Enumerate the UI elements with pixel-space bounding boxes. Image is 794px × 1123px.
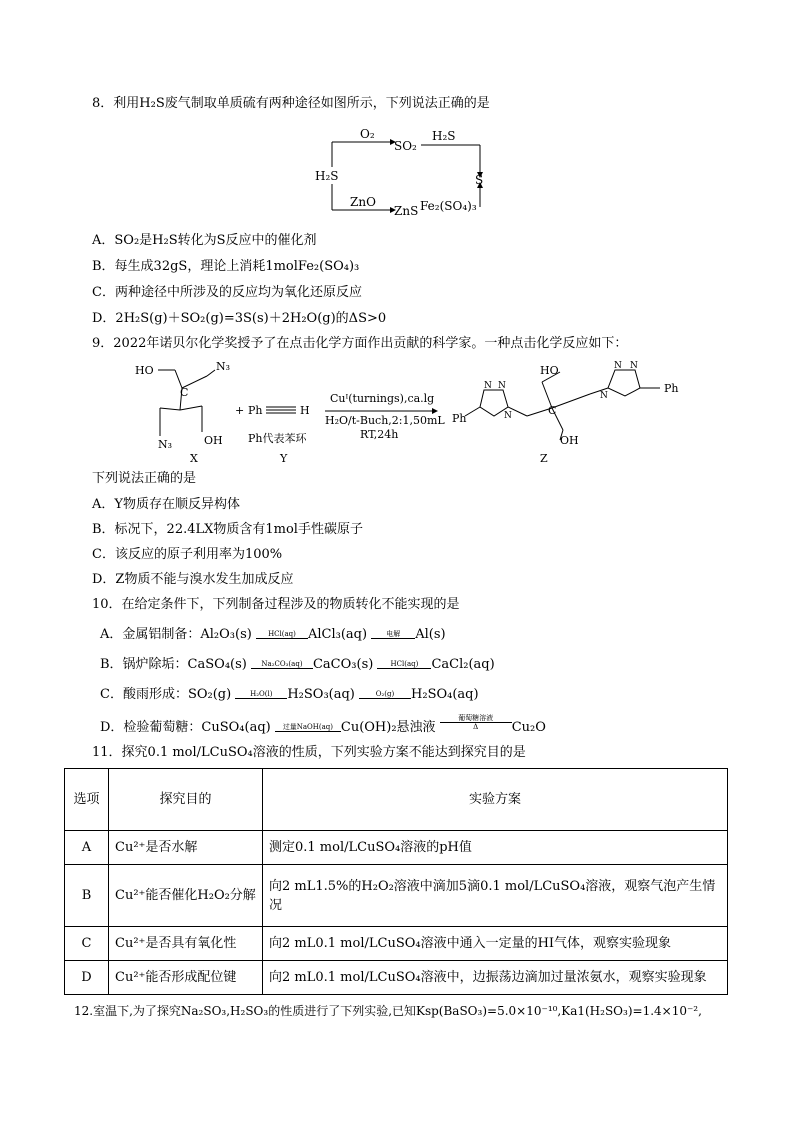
q12-stem: 12.室温下,为了探究Na₂SO₃,H₂SO₃的性质进行了下列实验,已知Ksp(BaSO₃)=5.0×10⁻¹⁰,Ka1(H₂SO₃)=1.4×10⁻², xyxy=(74,1004,702,1018)
q9-reaction-scheme xyxy=(120,358,700,468)
q10-d-pre: D．检验葡萄糖：CuSO₄(aq) xyxy=(100,720,271,735)
q10-d-cond2: 葡萄糖溶液 xyxy=(458,714,494,722)
z-ho: HO xyxy=(540,364,559,377)
z-n5: N xyxy=(630,361,638,371)
table-row xyxy=(65,961,728,995)
q8-pathway-diagram xyxy=(310,122,510,222)
z-n4: N xyxy=(614,361,622,371)
q8-option-c: C．两种途径中所涉及的反应均为氧化还原反应 xyxy=(92,285,362,300)
q10-c-pre: C．酸雨形成：SO₂(g) xyxy=(100,687,232,702)
y-ph: Ph xyxy=(248,404,263,417)
z-ph-right: Ph xyxy=(664,382,679,395)
q8-option-a: A．SO₂是H₂S转化为S反应中的催化剂 xyxy=(92,233,317,248)
z-oh: OH xyxy=(560,434,579,447)
y-h: H xyxy=(300,404,310,417)
cond-3: RT,24h xyxy=(360,428,399,441)
q10-d-mid: Cu(OH)₂悬浊液 xyxy=(340,720,436,735)
row-c-plan: 向2 mL0.1 mol/LCuSO₄溶液中通入一定量的HI气体，观察实验现象 xyxy=(263,927,728,961)
x-n3-bottom: N₃ xyxy=(158,438,173,451)
q10-b-pre: B．锅炉除垢：CaSO₄(s) xyxy=(100,657,247,672)
q8-stem: 8．利用H₂S废气制取单质硫有两种途径如图所示，下列说法正确的是 xyxy=(92,96,490,111)
cond-2: H₂O/t-Buch,2:1,50mL xyxy=(325,414,445,427)
q10-b-mid: CaCO₃(s) xyxy=(312,657,374,672)
q10-c-end: H₂SO₄(aq) xyxy=(411,687,479,702)
q10-a-pre: A．金属铝制备：Al₂O₃(s) xyxy=(100,627,252,642)
q10-option-d xyxy=(100,716,546,737)
q10-option-c xyxy=(100,686,479,704)
q8-option-d: D．2H₂S(g)＋SO₂(g)=3S(s)＋2H₂O(g)的ΔS>0 xyxy=(92,311,387,326)
q10-d-end: Cu₂O xyxy=(511,720,546,735)
q10-a-cond2: 电解 xyxy=(386,630,401,638)
q10-a-end: Al(s) xyxy=(415,627,446,642)
row-a-option: A xyxy=(65,831,109,865)
header-option: 选项 xyxy=(65,769,109,831)
q8-h2s-top: H₂S xyxy=(432,129,456,143)
z-n3: N xyxy=(504,411,512,421)
table-header-row xyxy=(65,769,728,831)
z-label: Z xyxy=(540,452,548,465)
y-label: Y xyxy=(280,452,288,465)
q9-option-b: B．标况下，22.4LX物质含有1mol手性碳原子 xyxy=(92,522,363,537)
plus-sign: + xyxy=(235,404,245,417)
q10-b-cond1: Na₂CO₃(aq) xyxy=(261,660,303,668)
row-a-purpose: Cu²⁺是否水解 xyxy=(109,831,263,865)
z-ph-left: Ph xyxy=(452,412,467,425)
q9-sub: 下列说法正确的是 xyxy=(92,471,197,486)
table-row xyxy=(65,865,728,927)
q8-s: S xyxy=(475,173,484,187)
row-c-option: C xyxy=(65,927,109,961)
z-c: C xyxy=(548,404,557,417)
row-d-purpose: Cu²⁺能否形成配位键 xyxy=(109,961,263,995)
table-row xyxy=(65,831,728,865)
q10-option-a xyxy=(100,626,446,644)
q10-a-mid: AlCl₃(aq) xyxy=(307,627,368,642)
q10-c-cond1: H₂O(l) xyxy=(250,690,273,698)
table-row xyxy=(65,927,728,961)
q10-stem: 10．在给定条件下，下列制备过程涉及的物质转化不能实现的是 xyxy=(92,597,460,612)
q9-option-c: C．该反应的原子利用率为100% xyxy=(92,547,283,562)
header-plan: 实验方案 xyxy=(263,769,728,831)
header-purpose: 探究目的 xyxy=(109,769,263,831)
q11-table xyxy=(64,768,728,995)
row-b-option: B xyxy=(65,865,109,927)
x-n3-top: N₃ xyxy=(216,360,231,373)
row-d-option: D xyxy=(65,961,109,995)
q10-c-cond2: O₂(g) xyxy=(375,690,395,698)
q10-d-cond2b: Δ xyxy=(473,723,479,731)
q8-zno: ZnO xyxy=(350,195,376,209)
q10-d-cond1: 过量NaOH(aq) xyxy=(282,723,333,731)
x-ho: HO xyxy=(135,364,154,377)
row-a-plan: 测定0.1 mol/LCuSO₄溶液的pH值 xyxy=(263,831,728,865)
q9-option-a: A．Y物质存在顺反异构体 xyxy=(92,497,240,512)
q10-c-mid: H₂SO₃(aq) xyxy=(287,687,355,702)
x-oh: OH xyxy=(204,434,223,447)
row-b-purpose: Cu²⁺能否催化H₂O₂分解 xyxy=(109,865,263,927)
q8-so2: SO₂ xyxy=(394,139,417,153)
q9-stem: 9．2022年诺贝尔化学奖授予了在点击化学方面作出贡献的科学家。一种点击化学反应如下： xyxy=(92,336,628,351)
q10-b-end: CaCl₂(aq) xyxy=(431,657,495,672)
q10-option-b xyxy=(100,656,495,674)
q11-stem: 11．探究0.1 mol/LCuSO₄溶液的性质，下列实验方案不能达到探究目的是 xyxy=(92,745,526,760)
x-c: C xyxy=(180,386,189,399)
q8-fe2so4: Fe₂(SO₄)₃ xyxy=(420,199,477,213)
q10-b-cond2: HCl(aq) xyxy=(390,660,419,668)
q8-option-b: B．每生成32gS，理论上消耗1molFe₂(SO₄)₃ xyxy=(92,259,360,274)
q8-h2s: H₂S xyxy=(315,169,339,183)
z-n2: N xyxy=(498,381,506,391)
row-d-plan: 向2 mL0.1 mol/LCuSO₄溶液中，边振荡边滴加过量浓氨水，观察实验现象 xyxy=(263,961,728,995)
x-label: X xyxy=(190,452,198,465)
ph-note: Ph代表苯环 xyxy=(248,432,307,445)
q9-option-d: D．Z物质不能与溴水发生加成反应 xyxy=(92,572,294,587)
q8-zns: ZnS xyxy=(394,204,419,218)
q8-o2: O₂ xyxy=(360,127,375,141)
z-n6: N xyxy=(600,391,608,401)
z-n1: N xyxy=(484,381,492,391)
row-c-purpose: Cu²⁺是否具有氧化性 xyxy=(109,927,263,961)
row-b-plan: 向2 mL1.5%的H₂O₂溶液中滴加5滴0.1 mol/LCuSO₄溶液，观察气泡产生情况 xyxy=(263,865,728,927)
q10-a-cond1: HCl(aq) xyxy=(268,630,296,638)
cond-1: Cuᴵ(turnings),ca.lg xyxy=(330,392,435,405)
